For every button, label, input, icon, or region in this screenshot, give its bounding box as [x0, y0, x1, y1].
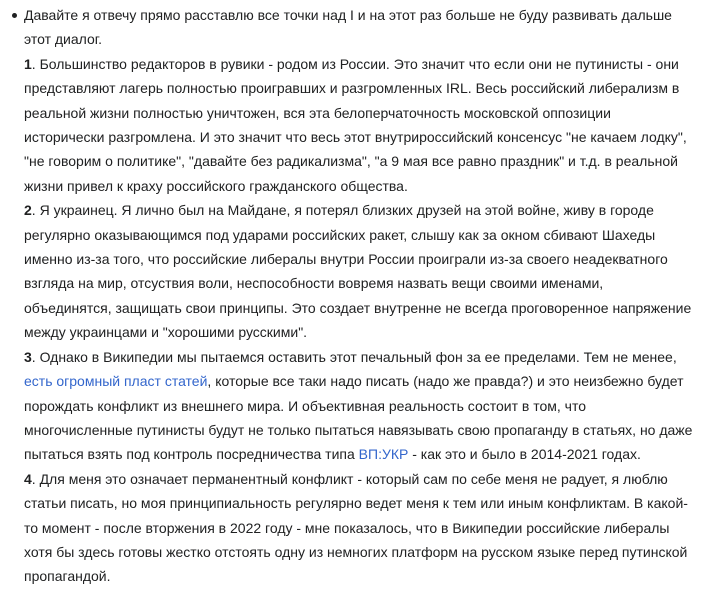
discussion-list	[6, 3, 694, 589]
point-4	[24, 467, 694, 589]
point-number: 1	[24, 55, 32, 72]
bullet-icon	[12, 13, 17, 18]
point-text: , которые все таки надо писать (надо же правда?) и это неизбежно будет порождать конфликт из внешнего мира. И объективная реальность состоит в том, что многочисленные путинисты будут не только пытаться навязывать свою пропаганду в статьях, но даже пытаться взять под контроль посредничества типа	[24, 373, 693, 463]
point-text: . Однако в Википедии мы пытаемся оставить этот печальный фон за ее пределами. Тем не менее,	[31, 348, 677, 365]
link-articles[interactable]: есть огромный пласт статей	[24, 373, 208, 390]
point-2	[24, 198, 694, 344]
point-number: 3	[24, 348, 32, 365]
point-1	[24, 52, 694, 198]
point-text: . Для меня это означает перманентный конфликт - который сам по себе меня не радует, я люблю статьи писать, но моя принципиальность регулярно ведет меня к тем или иным конфликтам. В какой-то момент - после вторжения в 2022 году - мне показалось, что в Википедии российские либералы хотя бы здесь готовы жестко отстоять одну из немногих платформ на русском языке перед путинской пропагандой.	[24, 470, 688, 585]
discussion-comment	[24, 3, 694, 589]
point-text: . Я украинец. Я лично был на Майдане, я потерял близких друзей на этой войне, живу в городе регулярно оказывающимся под ударами российских ракет, слышу как за окном сбивают Шахеды именно из-за того, что российские либералы внутри России проиграли из-за своего неадекватного взгляда на мир, отсуствия воли, неспособности вовремя назвать вещи своими именами, объединятся, защищать свои принципы. Это создает внутренне не всегда проговоренное напряжение между украинцами и "хорошими русскими".	[24, 202, 692, 341]
link-vp-ukr[interactable]: ВП:УКР	[358, 446, 409, 463]
point-text: . Большинство редакторов в рувики - родом из России. Это значит что если они не путинисты - они представляют лагерь полностью проигравших и разгромленных IRL. Весь российский либерализм в реальной жизни полностью уничтожен, вся эта белоперчаточность московской оппозиции исторически разгромлена. И это значит что весь этот внутрироссийский консенсус "не качаем лодку", "не говорим о политике", "давайте без радикализма", "а 9 мая все равно праздник" и т.д. в реальной жизни привел к краху российского гражданского общества.	[24, 55, 687, 194]
point-text: - как это и было в 2014-2021 годах.	[408, 446, 641, 463]
point-3	[24, 345, 694, 467]
point-number: 4	[24, 470, 32, 487]
point-number: 2	[24, 202, 32, 219]
comment-intro: Давайте я отвечу прямо расставлю все точки над I и на этот раз больше не буду развивать дальше этот диалог.	[24, 7, 672, 48]
